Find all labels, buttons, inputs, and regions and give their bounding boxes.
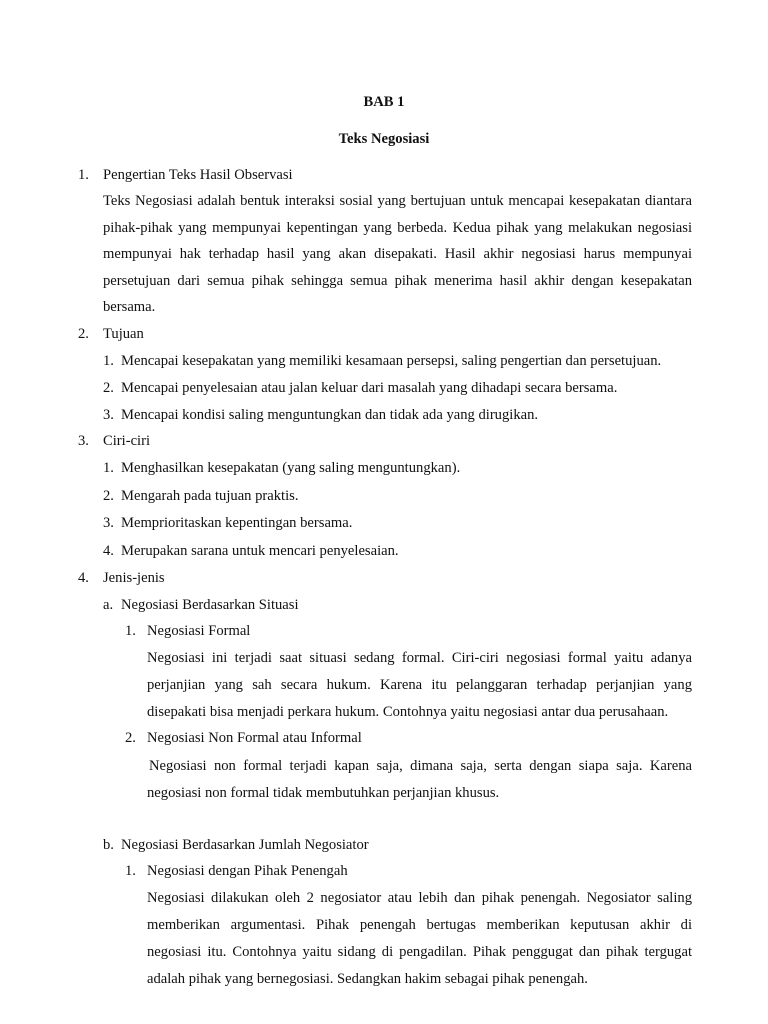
subitem-heading: Negosiasi Non Formal atau Informal (147, 730, 362, 746)
paragraph-line: Teks Negosiasi adalah bentuk interaksi sosial yang bertujuan untuk mencapai kesepakatan diantara (103, 193, 692, 209)
list-item-number: 2. (103, 488, 114, 504)
subitem-number: 1. (125, 863, 136, 879)
list-item: Merupakan sarana untuk mencari penyelesaian. (121, 543, 399, 559)
paragraph-line: Negosiasi dilakukan oleh 2 negosiator atau lebih dan pihak penengah. Negosiator saling (147, 890, 692, 906)
section-3-number: 3. (78, 433, 89, 449)
list-item: Memprioritaskan kepentingan bersama. (121, 515, 353, 531)
paragraph-line: persetujuan dari semua pihak sehingga semua pihak menerima hasil akhir dengan kesepakatan (103, 273, 692, 289)
chapter-label: BAB 1 (363, 94, 405, 110)
subsection-b-letter: b. (103, 837, 114, 853)
list-item: Mencapai penyelesaian atau jalan keluar dari masalah yang dihadapi secara bersama. (121, 380, 618, 396)
list-item-number: 4. (103, 543, 114, 559)
section-2-heading: Tujuan (103, 326, 144, 342)
list-item: Mengarah pada tujuan praktis. (121, 488, 299, 504)
paragraph-line: memberikan argumentasi. Pihak penengah bertugas memberikan keputusan akhir di (147, 917, 692, 933)
list-item: Menghasilkan kesepakatan (yang saling menguntungkan). (121, 460, 461, 476)
paragraph-line: mempunyai hak terhadap hasil yang akan disepakati. Hasil akhir negosiasi harus mempunyai (103, 246, 692, 262)
paragraph-line: perjanjian yang sah secara hukum. Karena itu pelanggaran terhadap perjanjian yang (147, 677, 692, 693)
subsection-b-heading: Negosiasi Berdasarkan Jumlah Negosiator (121, 837, 369, 853)
section-3-heading: Ciri-ciri (103, 433, 151, 449)
paragraph-line: adalah pihak yang bernegosiasi. Sedangkan hakim sebagai pihak penengah. (147, 971, 588, 987)
subitem-number: 2. (125, 730, 136, 746)
list-item-number: 3. (103, 515, 114, 531)
document-title: Teks Negosiasi (338, 131, 430, 147)
paragraph-line: Negosiasi ini terjadi saat situasi sedang formal. Ciri-ciri negosiasi formal yaitu adanya (147, 650, 692, 666)
paragraph-line: pihak-pihak yang mempunyai kepentingan yang berbeda. Kedua pihak yang melakukan negosiasi (103, 220, 692, 236)
subitem-heading: Negosiasi Formal (147, 623, 251, 639)
section-2-number: 2. (78, 326, 89, 342)
paragraph-line: negosiasi non formal tidak membutuhkan perjanjian khusus. (147, 785, 500, 801)
subitem-heading: Negosiasi dengan Pihak Penengah (147, 863, 348, 879)
subsection-a-heading: Negosiasi Berdasarkan Situasi (121, 597, 299, 613)
section-4-heading: Jenis-jenis (103, 570, 165, 586)
list-item-number: 2. (103, 380, 114, 396)
paragraph-line: bersama. (103, 299, 156, 315)
paragraph-line: Negosiasi non formal terjadi kapan saja, dimana saja, serta dengan siapa saja. Karena (149, 758, 692, 774)
list-item-number: 1. (103, 460, 114, 476)
list-item: Mencapai kesepakatan yang memiliki kesamaan persepsi, saling pengertian dan persetujuan. (121, 353, 662, 369)
section-4-number: 4. (78, 570, 89, 586)
paragraph-line: disepakati bisa menjadi perkara hukum. Contohnya yaitu negosiasi antar dua perusahaan. (147, 704, 669, 720)
section-1-heading: Pengertian Teks Hasil Observasi (103, 167, 293, 183)
subsection-a-letter: a. (103, 597, 114, 613)
section-1-number: 1. (78, 167, 89, 183)
paragraph-line: negosiasi itu. Contohnya yaitu sidang di pengadilan. Pihak penggugat dan pihak tergugat (147, 944, 692, 960)
subitem-number: 1. (125, 623, 136, 639)
list-item-number: 3. (103, 407, 114, 423)
list-item: Mencapai kondisi saling menguntungkan dan tidak ada yang dirugikan. (121, 407, 539, 423)
list-item-number: 1. (103, 353, 114, 369)
